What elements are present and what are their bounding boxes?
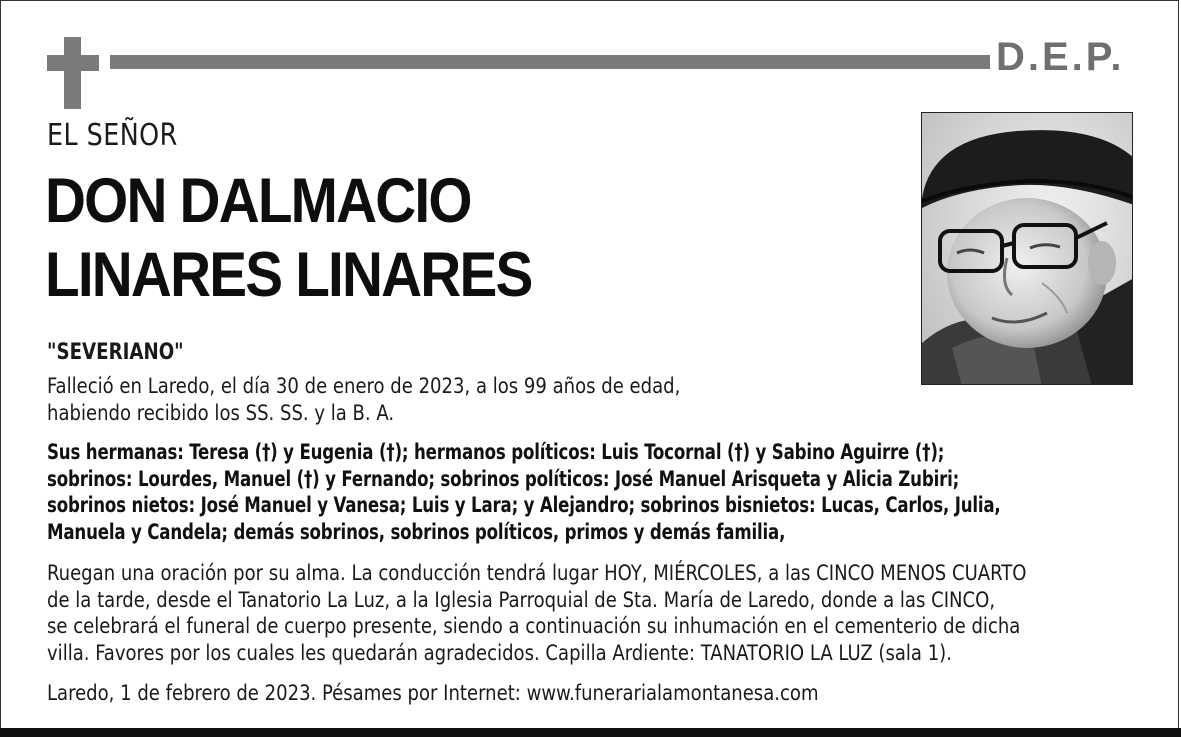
prayer-line: de la tarde, desde el Tanatorio La Luz, a la Iglesia Parroquial de Sta. María de Laredo, donde a las CINCO,	[47, 587, 996, 612]
closing-line: Laredo, 1 de febrero de 2023. Pésames por Internet: www.funerarialamontanesa.com	[47, 681, 819, 705]
dep-label: D.E.P.	[996, 35, 1125, 79]
portrait-image	[922, 113, 1133, 385]
header-rule	[110, 55, 990, 69]
nickname: "SEVERIANO"	[47, 340, 184, 365]
death-notice-line: habiendo recibido los SS. SS. y la B. A.	[47, 400, 395, 425]
family-line: Manuela y Candela; demás sobrinos, sobrinos políticos, primos y demás familia,	[47, 519, 786, 544]
portrait-photo	[921, 112, 1133, 385]
intro-label: EL SEÑOR	[47, 118, 178, 153]
family-list	[47, 439, 1015, 545]
death-notice	[47, 373, 1098, 426]
cross-icon	[47, 37, 99, 109]
family-line: Sus hermanas: Teresa (†) y Eugenia (†); hermanos políticos: Luis Tocornal (†) y Sabino Aguirre (†);	[47, 440, 945, 464]
bottom-bar	[0, 728, 1181, 737]
prayer-line: se celebrará el funeral de cuerpo presente, siendo a continuación su inhumación en el cementerio de dicha	[47, 614, 1021, 638]
prayer-line: Ruegan una oración por su alma. La conducción tendrá lugar HOY, MIÉRCOLES, a las CINCO MENOS CUARTO	[47, 561, 1027, 585]
prayer-request	[47, 560, 1098, 666]
name-line-2: LINARES LINARES	[45, 240, 532, 310]
name-line-1: DON DALMACIO	[45, 166, 471, 236]
family-line: sobrinos nietos: José Manuel y Vanesa; Luis y Lara; y Alejandro; sobrinos bisnietos: Lucas, Carlos, Julia,	[47, 493, 1001, 517]
death-notice-line: Falleció en Laredo, el día 30 de enero de 2023, a los 99 años de edad,	[47, 374, 681, 398]
family-line: sobrinos: Lourdes, Manuel (†) y Fernando; sobrinos políticos: José Manuel Arisqueta y Alicia Zubiri;	[47, 466, 960, 491]
deceased-name	[45, 164, 531, 312]
prayer-line: villa. Favores por los cuales les quedarán agradecidos. Capilla Ardiente: TANATORIO LA LUZ (sala 1).	[47, 640, 952, 665]
